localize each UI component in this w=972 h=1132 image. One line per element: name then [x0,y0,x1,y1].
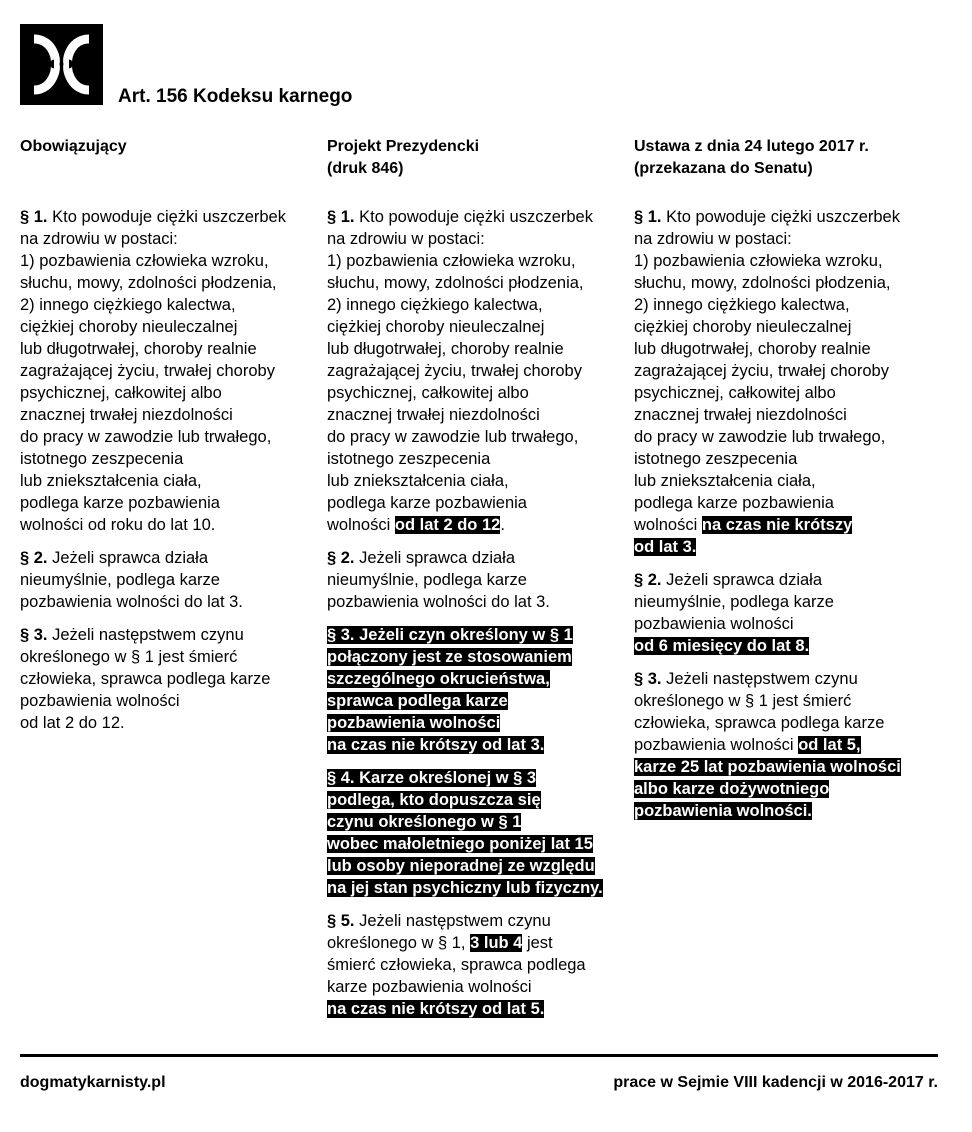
paragraph-text: Jeżeli następstwem czynu określonego w § 1 jest śmierć człowieka, sprawca podlega karze pozbawienia wolności od lat 2 do 12. [20,626,271,732]
column-current-text [20,206,318,745]
paragraph-text: Jeżeli sprawca działa nieumyślnie, podlega karze pozbawienia wolności do lat 3. [327,549,550,611]
highlighted-change: od lat 5, karze 25 lat pozbawienia wolności albo karze dożywotniego pozbawienia wolności. [634,736,901,820]
highlighted-change: od 6 miesięcy do lat 8. [634,637,810,655]
paragraph-number: § 1. [20,208,48,226]
paragraph-4 [327,767,625,899]
paragraph-3 [20,624,318,734]
paragraph-text: Jeżeli sprawca działa nieumyślnie, podlega karze pozbawienia wolności [634,571,834,633]
footer-site: dogmatykarnisty.pl [20,1074,166,1091]
paragraph-text: Jeżeli następstwem czynu określonego w § 1, [327,912,551,952]
column-title-presidential-draft: Projekt Prezydencki (druk 846) [327,138,480,177]
highlighted-change: na czas nie krótszy od lat 3. [634,516,853,556]
column-act-text [634,206,932,833]
paragraph-2 [20,547,318,613]
highlighted-change: § 3. Jeżeli czyn określony w § 1 połączony jest ze stosowaniem szczególnego okrucieństwa, sprawca podlega karze pozbawienia wolności na czas nie krótszy od lat 3. [327,626,573,754]
paragraph-number: § 2. [327,549,355,567]
highlighted-change: od lat 2 do 12 [394,516,501,534]
logo-x-icon [20,24,103,105]
paragraph-number: § 1. [327,208,355,226]
page-title: Art. 156 Kodeksu karnego [118,86,353,107]
paragraph-2 [634,569,932,657]
column-title-current: Obowiązujący [20,138,127,155]
paragraph-text: jest śmierć człowieka, sprawca podlega karze pozbawienia wolności [327,934,586,996]
paragraph-2 [327,547,625,613]
paragraph-text: . [500,516,505,534]
footer-divider [20,1054,938,1057]
paragraph-1 [327,206,625,536]
paragraph-1 [634,206,932,558]
footer-note: prace w Sejmie VIII kadencji w 2016-2017 r. [613,1074,938,1091]
paragraph-number: § 3. [20,626,48,644]
paragraph-text: Jeżeli następstwem czynu określonego w § 1 jest śmierć człowieka, sprawca podlega karze pozbawienia wolności [634,670,885,754]
paragraph-number: § 1. [634,208,662,226]
paragraph-text: Kto powoduje ciężki uszczerbek na zdrowiu w postaci: 1) pozbawienia człowieka wzroku, słuchu, mowy, zdolności płodzenia, 2) innego ciężkiego kalectwa, ciężkiej choroby nieuleczalnej lub długotrwałej, choroby realnie zagrażającej życiu, trwałej choroby psychicznej, całkowitej albo znacznej trwałej niezdolności do pracy w zawodzie lub trwałego, istotnego zeszpecenia lub zniekształcenia ciała, podlega karze pozbawienia wolności [634,208,900,534]
paragraph-text: Kto powoduje ciężki uszczerbek na zdrowiu w postaci: 1) pozbawienia człowieka wzroku, słuchu, mowy, zdolności płodzenia, 2) innego ciężkiego kalectwa, ciężkiej choroby nieuleczalnej lub długotrwałej, choroby realnie zagrażającej życiu, trwałej choroby psychicznej, całkowitej albo znacznej trwałej niezdolności do pracy w zawodzie lub trwałego, istotnego zeszpecenia lub zniekształcenia ciała, podlega karze pozbawienia wolności [327,208,593,534]
paragraph-number: § 3. [634,670,662,688]
column-presidential-draft-text [327,206,625,1031]
highlighted-change: § 4. Karze określonej w § 3 podlega, kto dopuszcza się czynu określonego w § 1 wobec małoletniego poniżej lat 15 lub osoby nieporadnej ze względu na jej stan psychiczny lub fizyczny. [327,769,603,897]
column-title-act: Ustawa z dnia 24 lutego 2017 r. (przekazana do Senatu) [634,138,869,177]
paragraph-number: § 2. [634,571,662,589]
paragraph-3 [327,624,625,756]
paragraph-number: § 2. [20,549,48,567]
highlighted-change: 3 lub 4 [470,934,523,952]
paragraph-text: Jeżeli sprawca działa nieumyślnie, podlega karze pozbawienia wolności do lat 3. [20,549,243,611]
paragraph-3 [634,668,932,822]
logo [20,24,103,105]
paragraph-5 [327,910,625,1020]
paragraph-number: § 5. [327,912,355,930]
paragraph-text: Kto powoduje ciężki uszczerbek na zdrowiu w postaci: 1) pozbawienia człowieka wzroku, słuchu, mowy, zdolności płodzenia, 2) innego ciężkiego kalectwa, ciężkiej choroby nieuleczalnej lub długotrwałej, choroby realnie zagrażającej życiu, trwałej choroby psychicznej, całkowitej albo znacznej trwałej niezdolności do pracy w zawodzie lub trwałego, istotnego zeszpecenia lub zniekształcenia ciała, podlega karze pozbawienia wolności od roku do lat 10. [20,208,286,534]
paragraph-1 [20,206,318,536]
highlighted-change: na czas nie krótszy od lat 5. [327,1000,545,1018]
